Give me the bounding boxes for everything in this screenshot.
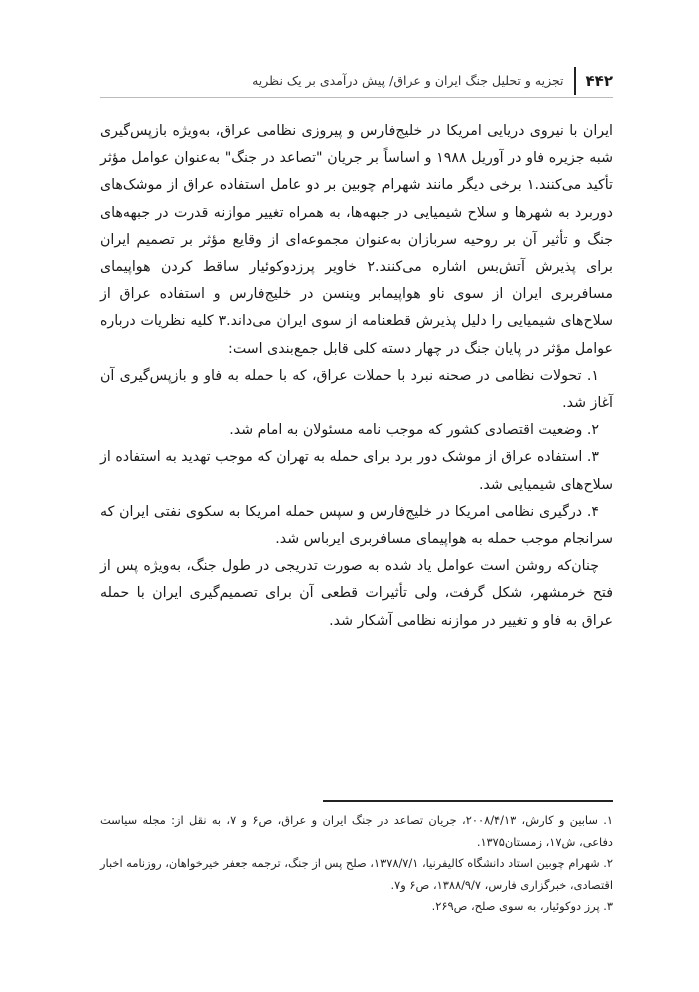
page-number: ۴۴۲ (585, 72, 613, 90)
footnote-1: ۱. سابین و کارش، ۲۰۰۸/۴/۱۳، جریان تصاعد در جنگ ایران و عراق، ص۶ و ۷، به نقل از: مجله سیاست دفاعی، ش۱۷، زمستان۱۳۷۵. (100, 813, 613, 849)
footnotes (100, 810, 613, 918)
list-item-1: ۱. تحولات نظامی در صحنه نبرد با حملات عراق، که با حمله به فاو و بازپس‌گیری آن آغاز شد. (100, 367, 613, 412)
conclusion-paragraph: چنان‌که روشن است عوامل یاد شده به صورت تدریجی در طول جنگ، به‌ویژه پس از فتح خرمشهر، شکل گرفت، ولی تأثیرات قطعی آن برای تصمیم‌گیری ایران با حمله عراق به فاو و تغییر در موازنه نظامی آشکار شد. (100, 558, 613, 629)
list-item-4: ۴. درگیری نظامی امریکا در خلیج‌فارس و سپس حمله امریکا به سکوی نفتی ایران که سرانجام موجب حمله به هواپیمای مسافربری ایرباس شد. (100, 503, 613, 548)
list-item-2: ۲. وضعیت اقتصادی کشور که موجب نامه مسئولان به امام شد. (229, 422, 599, 439)
header-rule (100, 97, 613, 98)
main-text (100, 118, 613, 635)
running-title: تجزیه و تحلیل جنگ ایران و عراق/ پیش درآمدی بر یک نظریه (252, 73, 564, 88)
footnote-2: ۲. شهرام چوبین استاد دانشگاه کالیفرنیا، ۱۳۷۸/۷/۱، صلح پس از جنگ، ترجمه جعفر خیرخواهان، روزنامه اخبار اقتصادی، خبرگزاری فارس، ۱۳۸۸/۹/۷، ص۶ و۷. (100, 856, 613, 892)
list-item-3: ۳. استفاده عراق از موشک دور برد برای حمله به تهران که موجب تهدید به استفاده از سلاح‌های شیمیایی شد. (100, 449, 613, 493)
page-header (100, 70, 613, 92)
intro-paragraph: ایران با نیروی دریایی امریکا در خلیج‌فارس و پیروزی نظامی عراق، به‌ویژه بازپس‌گیری شبه جزیره فاو در آوریل ۱۹۸۸ و اساساً بر جریان "تصاعد در جنگ" به‌عنوان عوامل مؤثر تأکید می‌کنند.۱ برخی دیگر مانند شهرام چوبین بر دو عامل استفاده عراق از موشک‌های دوربرد به شهرها و سلاح شیمیایی در جبهه‌ها، به همراه تغییر موازنه قدرت در جبهه‌های جنگ و تأثیر آن بر روحیه سربازان به‌عنوان مجموعه‌ای از وقایع مؤثر بر تصمیم ایران برای پذیرش آتش‌بس اشاره می‌کنند.۲ خاویر پرزدوکوئیار ساقط کردن هواپیمای مسافربری ایران از سوی ناو هواپیمابر وینسن در خلیج‌فارس و استفاده عراق از سلاح‌های شیمیایی را دلیل پذیرش قطعنامه از سوی ایران می‌داند.۳ کلیه نظریات درباره عوامل مؤثر در پایان جنگ در چهار دسته کلی قابل جمع‌بندی است: (100, 123, 613, 357)
header-separator (574, 67, 576, 95)
footnote-rule (323, 800, 613, 802)
footnote-3: ۳. پرز دوکوئیار، به سوی صلح، ص۲۶۹. (431, 899, 613, 913)
